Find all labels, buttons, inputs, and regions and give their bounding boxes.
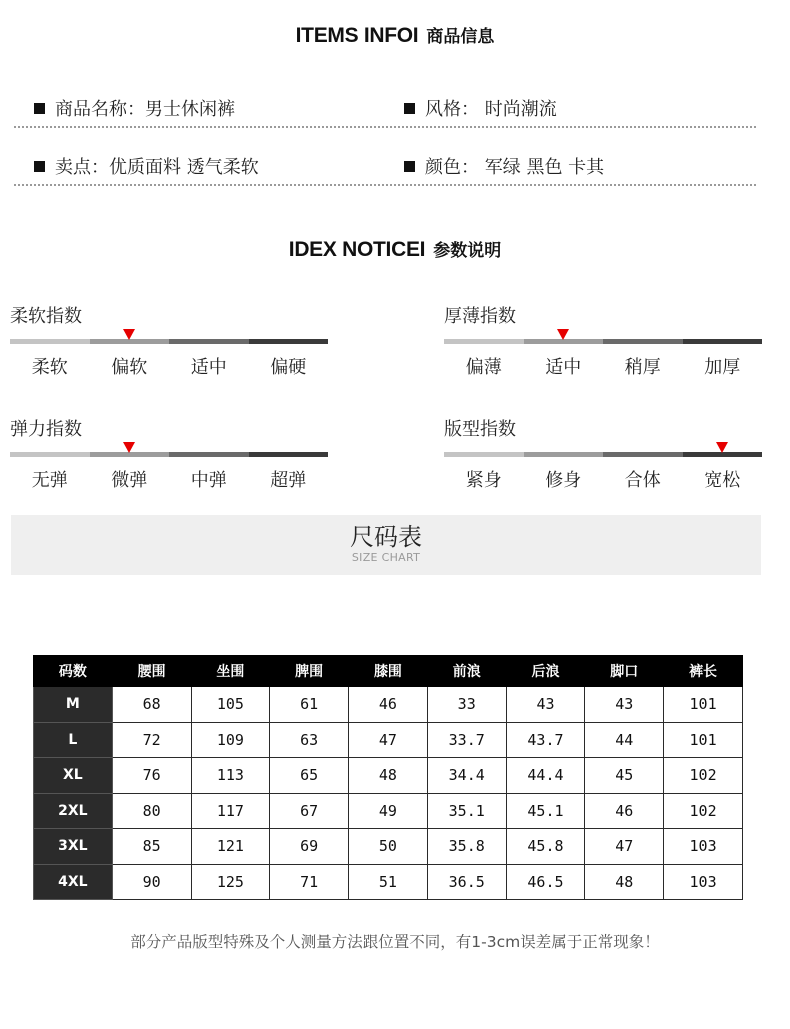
square-bullet-icon — [34, 161, 45, 172]
table-cell: 33.7 — [427, 722, 506, 758]
info-text: 卖点：优质面料 透气柔软 — [55, 157, 259, 178]
table-cell: 44 — [585, 722, 664, 758]
table-header-cell: 裤长 — [664, 656, 743, 687]
table-cell: 34.4 — [427, 758, 506, 794]
table-cell: 49 — [349, 793, 428, 829]
table-cell: 48 — [585, 864, 664, 900]
thickness-index — [444, 302, 762, 402]
size-table — [33, 655, 743, 900]
size-label-cell: M — [34, 687, 113, 723]
table-cell: 48 — [349, 758, 428, 794]
size-label-cell: L — [34, 722, 113, 758]
size-chart-banner — [11, 515, 761, 575]
table-cell: 103 — [664, 864, 743, 900]
index-option: 宽松 — [704, 470, 741, 491]
index-scale-bar — [444, 339, 762, 344]
table-cell: 65 — [270, 758, 349, 794]
table-cell: 117 — [191, 793, 270, 829]
table-row — [34, 864, 743, 900]
info-text: 颜色： 军绿 黑色 卡其 — [425, 157, 605, 178]
softness-index — [10, 302, 328, 402]
params-title — [0, 236, 790, 262]
table-row — [34, 829, 743, 865]
table-header-cell: 膝围 — [349, 656, 428, 687]
index-marker-icon — [716, 442, 728, 453]
index-title: 版型指数 — [444, 419, 516, 440]
table-cell: 45 — [585, 758, 664, 794]
index-title: 弹力指数 — [10, 419, 82, 440]
info-text: 商品名称：男士休闲裤 — [55, 99, 235, 120]
table-cell: 125 — [191, 864, 270, 900]
table-cell: 61 — [270, 687, 349, 723]
info-text: 风格： 时尚潮流 — [425, 99, 557, 120]
table-cell: 46 — [349, 687, 428, 723]
index-option: 柔软 — [31, 357, 68, 378]
items-info-title-zh: 商品信息 — [426, 27, 495, 47]
info-selling-point — [34, 153, 259, 179]
table-header-cell: 码数 — [34, 656, 113, 687]
table-cell: 109 — [191, 722, 270, 758]
index-scale-bar — [10, 452, 328, 457]
table-cell: 35.8 — [427, 829, 506, 865]
table-cell: 102 — [664, 758, 743, 794]
table-header-cell: 后浪 — [506, 656, 585, 687]
table-row — [34, 758, 743, 794]
index-option: 偏硬 — [270, 357, 307, 378]
table-cell: 101 — [664, 722, 743, 758]
params-title-zh: 参数说明 — [433, 241, 502, 261]
index-options — [444, 353, 762, 379]
table-cell: 101 — [664, 687, 743, 723]
table-cell: 45.8 — [506, 829, 585, 865]
table-cell: 67 — [270, 793, 349, 829]
params-title-en: IDEX NOTICEI — [288, 238, 426, 261]
index-option: 稍厚 — [624, 357, 661, 378]
index-option: 适中 — [545, 357, 582, 378]
index-title: 柔软指数 — [10, 306, 82, 327]
fit-index — [444, 415, 762, 515]
table-cell: 47 — [349, 722, 428, 758]
index-marker-icon — [123, 442, 135, 453]
size-chart-title: 尺码表 — [350, 523, 422, 551]
info-color — [404, 153, 604, 179]
index-option: 紧身 — [465, 470, 502, 491]
table-cell: 44.4 — [506, 758, 585, 794]
index-marker-icon — [557, 329, 569, 340]
size-label-cell: 3XL — [34, 829, 113, 865]
table-header-cell: 腰围 — [112, 656, 191, 687]
info-row — [14, 88, 756, 128]
items-info-title — [0, 22, 790, 48]
index-scale-bar — [10, 339, 328, 344]
table-cell: 36.5 — [427, 864, 506, 900]
table-cell: 76 — [112, 758, 191, 794]
table-cell: 85 — [112, 829, 191, 865]
index-options — [10, 353, 328, 379]
table-row — [34, 722, 743, 758]
table-header-cell: 脚口 — [585, 656, 664, 687]
index-option: 修身 — [545, 470, 582, 491]
index-option: 偏软 — [111, 357, 148, 378]
table-header-row — [34, 656, 743, 687]
table-cell: 45.1 — [506, 793, 585, 829]
table-cell: 105 — [191, 687, 270, 723]
table-cell: 46.5 — [506, 864, 585, 900]
table-header-cell: 坐围 — [191, 656, 270, 687]
table-header-cell: 前浪 — [427, 656, 506, 687]
table-cell: 63 — [270, 722, 349, 758]
table-cell: 51 — [349, 864, 428, 900]
index-scale-bar — [444, 452, 762, 457]
table-cell: 50 — [349, 829, 428, 865]
size-label-cell: 2XL — [34, 793, 113, 829]
index-options — [444, 466, 762, 492]
info-style — [404, 95, 557, 121]
table-cell: 47 — [585, 829, 664, 865]
table-cell: 90 — [112, 864, 191, 900]
table-cell: 43.7 — [506, 722, 585, 758]
items-info-title-en: ITEMS INFOI — [295, 24, 419, 47]
elasticity-index — [10, 415, 328, 515]
table-header-cell: 脾围 — [270, 656, 349, 687]
table-cell: 102 — [664, 793, 743, 829]
index-title: 厚薄指数 — [444, 306, 516, 327]
index-option: 超弹 — [270, 470, 307, 491]
info-row — [14, 146, 756, 186]
table-cell: 71 — [270, 864, 349, 900]
table-cell: 69 — [270, 829, 349, 865]
table-cell: 68 — [112, 687, 191, 723]
footnote: 部分产品版型特殊及个人测量方法跟位置不同，有1-3cm误差属于正常现象！ — [130, 933, 660, 951]
table-cell: 103 — [664, 829, 743, 865]
table-cell: 72 — [112, 722, 191, 758]
table-cell: 43 — [506, 687, 585, 723]
size-label-cell: 4XL — [34, 864, 113, 900]
index-option: 无弹 — [31, 470, 68, 491]
table-cell: 80 — [112, 793, 191, 829]
table-cell: 121 — [191, 829, 270, 865]
square-bullet-icon — [34, 103, 45, 114]
index-option: 加厚 — [704, 357, 741, 378]
table-cell: 33 — [427, 687, 506, 723]
table-cell: 113 — [191, 758, 270, 794]
table-cell: 35.1 — [427, 793, 506, 829]
table-row — [34, 793, 743, 829]
table-cell: 43 — [585, 687, 664, 723]
index-option: 微弹 — [111, 470, 148, 491]
index-options — [10, 466, 328, 492]
table-cell: 46 — [585, 793, 664, 829]
size-chart-subtitle: SIZE CHART — [351, 551, 421, 564]
index-option: 适中 — [190, 357, 227, 378]
index-option: 偏薄 — [465, 357, 502, 378]
square-bullet-icon — [404, 161, 415, 172]
index-option: 中弹 — [190, 470, 227, 491]
info-product-name — [34, 95, 235, 121]
size-label-cell: XL — [34, 758, 113, 794]
index-option: 合体 — [624, 470, 661, 491]
table-row — [34, 687, 743, 723]
square-bullet-icon — [404, 103, 415, 114]
index-marker-icon — [123, 329, 135, 340]
